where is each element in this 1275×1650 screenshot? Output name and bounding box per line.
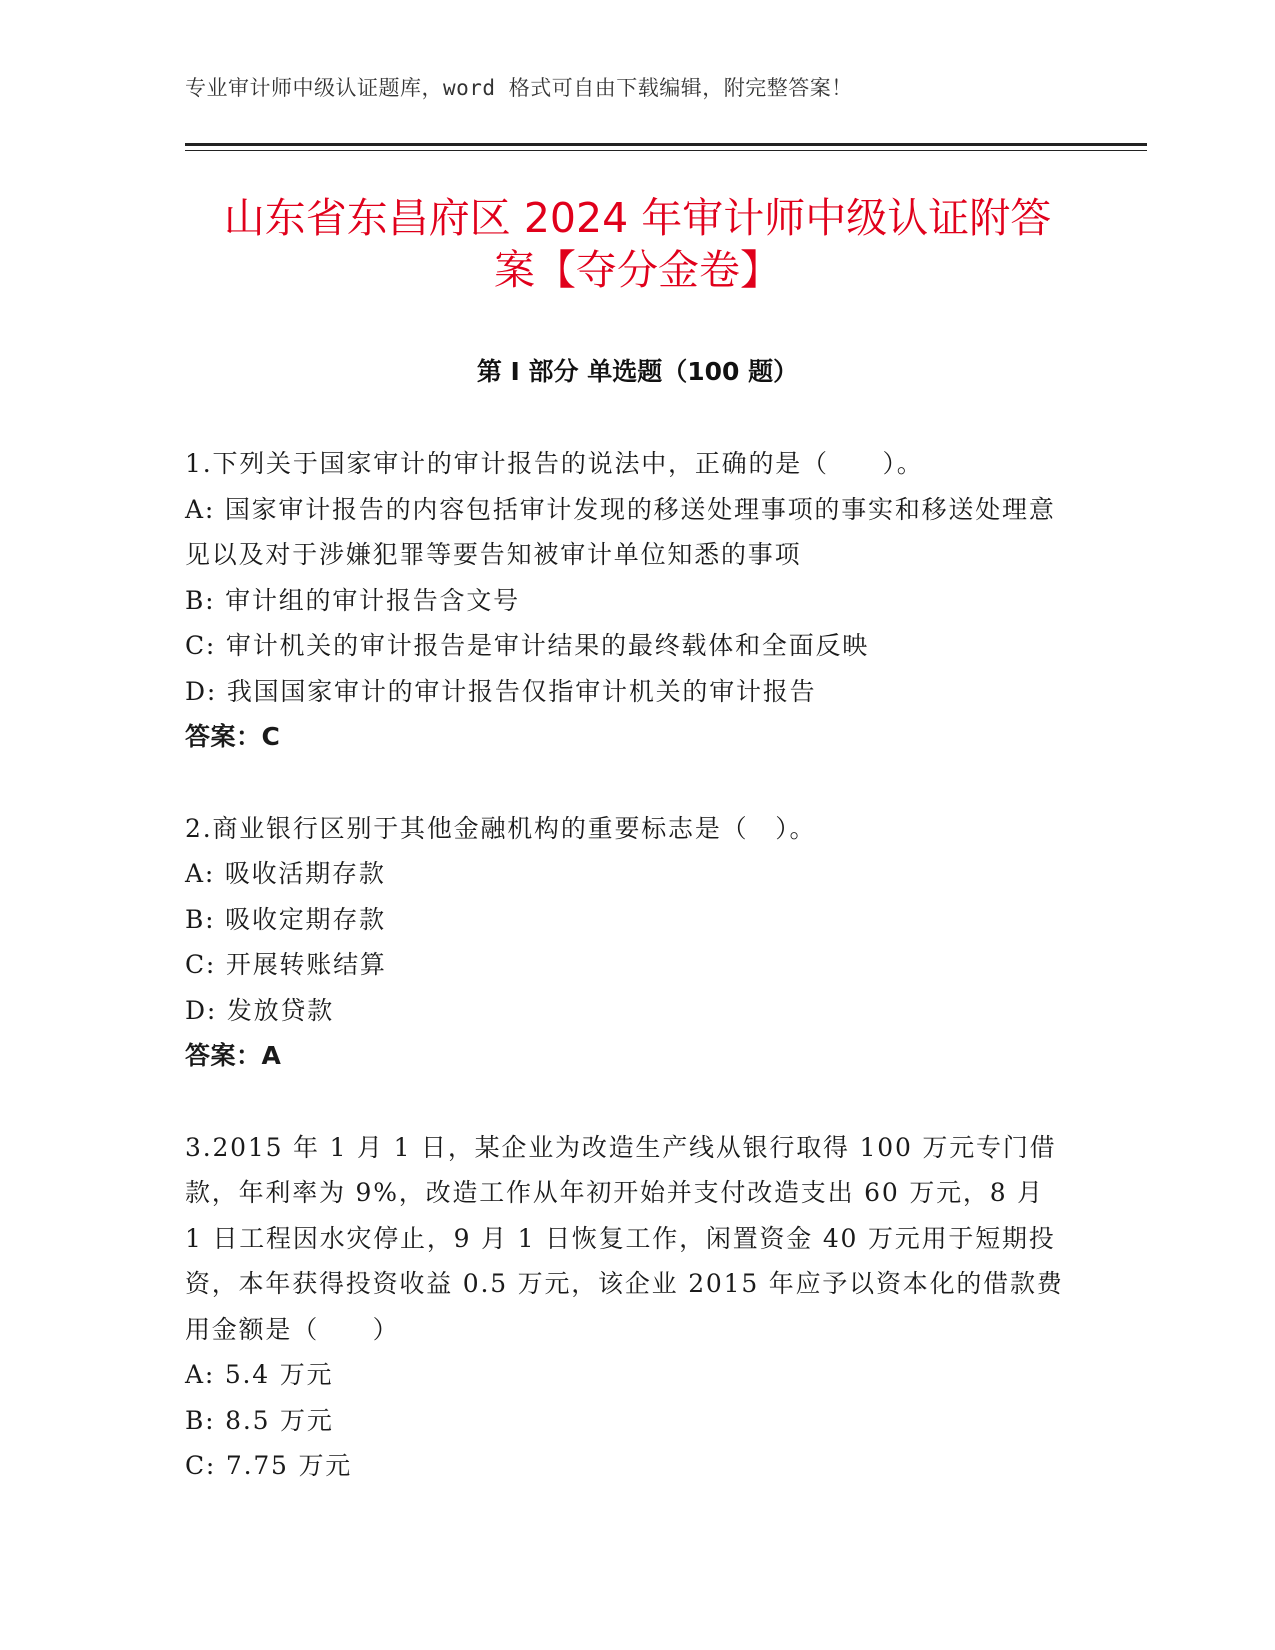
question-stem: 1.下列关于国家审计的审计报告的说法中，正确的是（ ）。 (185, 449, 924, 478)
answer: 答案：A (185, 1041, 282, 1070)
header-rule-thick (185, 143, 1147, 146)
question-list (185, 441, 1065, 1535)
option-a: A: 5.4 万元 (185, 1360, 334, 1389)
option-c: C: 开展转账结算 (185, 950, 387, 979)
answer: 答案：C (185, 722, 281, 751)
option-b: B: 8.5 万元 (185, 1405, 334, 1435)
option-d: D: 我国国家审计的审计报告仅指审计机关的审计报告 (185, 676, 817, 706)
question-stem: 2.商业银行区别于其他金融机构的重要标志是（ ）。 (185, 813, 817, 843)
option-b: B: 审计组的审计报告含文号 (185, 585, 520, 615)
option-a: A: 吸收活期存款 (185, 859, 386, 888)
option-a: A: 国家审计报告的内容包括审计发现的移送处理事项的事实和移送处理意见以及对于涉嫌犯罪等要告知被审计单位知悉的事项 (185, 494, 1056, 569)
option-c: C: 审计机关的审计报告是审计结果的最终载体和全面反映 (185, 631, 870, 660)
title-line-2: 案【夺分金卷】 (494, 246, 781, 294)
section-title: 第 I 部分 单选题（100 题） (476, 357, 799, 386)
header-rule-thin (185, 150, 1147, 151)
question-3 (185, 1125, 1065, 1489)
title-line-1: 山东省东昌府区 2024 年审计师中级认证附答 (223, 194, 1052, 242)
question-1 (185, 441, 1065, 760)
option-c: C: 7.75 万元 (185, 1451, 353, 1480)
question-stem: 3.2015 年 1 月 1 日，某企业为改造生产线从银行取得 100 万元专门借款，年利率为 9%，改造工作从年初开始并支付改造支出 60 万元，8 月 1 日工程因水灾停止，9 月 1 日恢复工作，闲置资金 40 万元用于短期投资，本年获得投资收益 0.5 万元，该企业 2015 年应予以资本化的借款费用金额是（ ） (185, 1132, 1064, 1344)
question-2 (185, 806, 1065, 1079)
option-b: B: 吸收定期存款 (185, 904, 386, 934)
header-note: 专业审计师中级认证题库，word 格式可自由下载编辑，附完整答案！ (185, 76, 853, 100)
option-d: D: 发放贷款 (185, 995, 335, 1025)
document-title (175, 192, 1100, 296)
